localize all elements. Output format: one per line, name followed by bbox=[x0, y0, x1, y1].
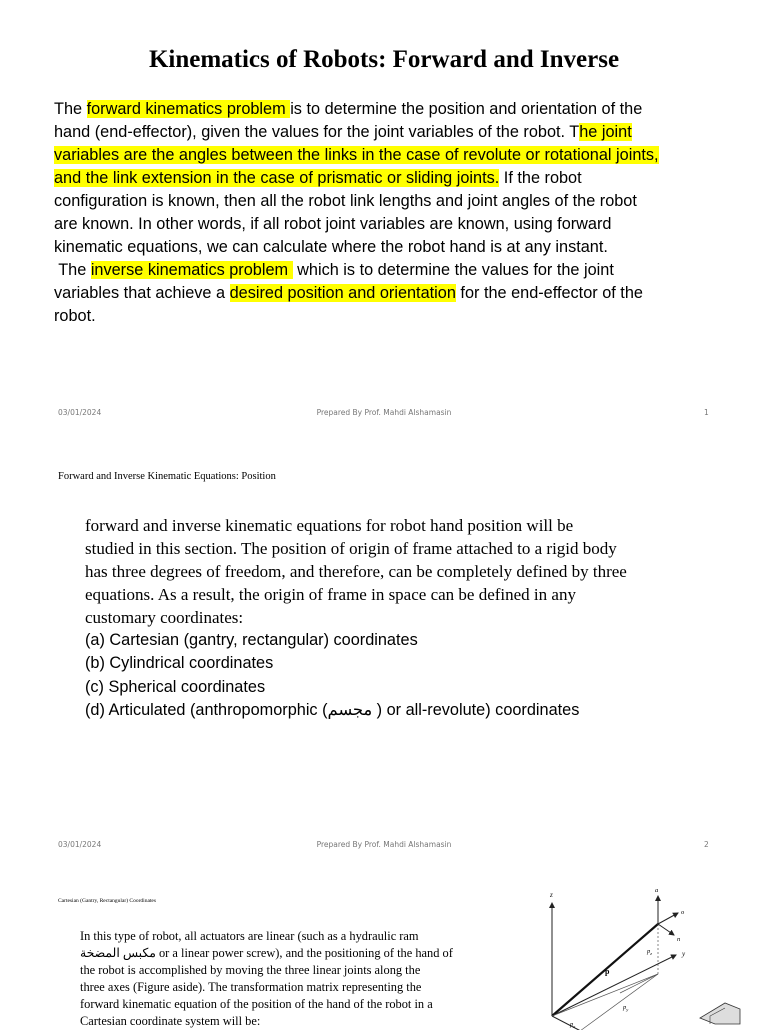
vector-p-label: p bbox=[605, 967, 610, 976]
footer-author: Prepared By Prof. Mahdi Alshamasin bbox=[316, 408, 452, 417]
text-line: Cartesian coordinate system will be: bbox=[80, 1014, 261, 1028]
slide-paragraph bbox=[54, 98, 714, 328]
text-line: has three degrees of freedom, and therefore, can be completely defined by three bbox=[85, 562, 627, 581]
text-line: customary coordinates: bbox=[85, 608, 244, 627]
text-line: configuration is known, then all the robot link lengths and joint angles of the robot bbox=[54, 192, 637, 210]
text-line: The inverse kinematics problem which is to determine the values for the joint bbox=[54, 261, 614, 279]
text-line: kinematic equations, we can calculate where the robot hand is at any instant. bbox=[54, 238, 608, 256]
highlighted-text: variables are the angles between the links in the case of revolute or rotational joints, bbox=[54, 146, 659, 164]
text-line: hand (end-effector), given the values for the joint variables of the robot. The joint bbox=[54, 123, 632, 141]
slide-title: Cartesian (Gantry, Rectangular) Coordinates bbox=[58, 898, 156, 904]
z-axis-label: z bbox=[550, 891, 553, 899]
footer-date: 03/01/2024 bbox=[58, 408, 102, 417]
slide-title: Kinematics of Robots: Forward and Inverse bbox=[148, 46, 620, 73]
slide-paragraph bbox=[80, 928, 520, 1030]
list-item: (c) Spherical coordinates bbox=[85, 677, 266, 696]
text-line: forward and inverse kinematic equations for robot hand position will be bbox=[85, 516, 574, 535]
text-line: In this type of robot, all actuators are linear (such as a hydraulic ram bbox=[80, 929, 419, 943]
pz-label: $p_z$ bbox=[647, 948, 653, 956]
text-line: robot. bbox=[54, 307, 96, 325]
text-line: مكبس المضخة or a linear power screw), and the positioning of the hand of bbox=[80, 946, 453, 960]
list-item: (b) Cylindrical coordinates bbox=[85, 654, 274, 673]
highlighted-text: inverse kinematics problem bbox=[90, 261, 293, 279]
text-line: variables that achieve a desired position and orientation for the end-effector of the bbox=[54, 284, 643, 302]
highlighted-text: he joint bbox=[579, 123, 632, 141]
o-vector bbox=[658, 913, 678, 924]
n-vector bbox=[658, 924, 674, 935]
text-line: The forward kinematics problem is to determine the position and orientation of the bbox=[54, 100, 643, 118]
highlighted-text: desired position and orientation bbox=[229, 284, 456, 302]
base-projection-1 bbox=[552, 974, 658, 1016]
py-label: $p_y$ bbox=[623, 1004, 629, 1012]
px-label: $p_x$ bbox=[570, 1021, 576, 1029]
coordinate-list bbox=[85, 629, 715, 722]
slide-1 bbox=[0, 0, 768, 430]
a-vector-label: a bbox=[655, 887, 659, 894]
list-item: (a) Cartesian (gantry, rectangular) coordinates bbox=[85, 631, 418, 649]
text-line: studied in this section. The position of origin of frame attached to a rigid body bbox=[85, 539, 617, 558]
x-axis bbox=[552, 1016, 600, 1030]
footer-author: Prepared By Prof. Mahdi Alshamasin bbox=[316, 840, 452, 849]
y-axis bbox=[552, 955, 676, 1016]
n-vector-label: n bbox=[677, 936, 681, 943]
highlighted-text: forward kinematics problem bbox=[86, 100, 291, 118]
y-axis-label: y bbox=[682, 950, 686, 958]
cartesian-robot-figure bbox=[540, 883, 740, 1029]
text-line bbox=[54, 144, 714, 167]
text-line: equations. As a result, the origin of frame in space can be defined in any bbox=[85, 585, 576, 604]
slide-2 bbox=[0, 430, 768, 858]
highlighted-text: and the link extension in the case of prismatic or sliding joints. bbox=[54, 169, 500, 187]
footer-page-number: 2 bbox=[704, 840, 709, 849]
o-vector-label: o bbox=[681, 909, 685, 916]
slide-footer bbox=[0, 408, 768, 420]
text-line: and the link extension in the case of prismatic or sliding joints. If the robot bbox=[54, 169, 582, 187]
list-item: (d) Articulated (anthropomorphic (مجسم ) or all-revolute) coordinates bbox=[85, 700, 580, 719]
text-line: three axes (Figure aside). The transformation matrix representing the bbox=[80, 980, 422, 994]
footer-page-number: 1 bbox=[704, 408, 709, 417]
slide-3 bbox=[0, 858, 768, 1029]
slide-footer bbox=[0, 840, 768, 852]
text-line: are known. In other words, if all robot joint variables are known, using forward bbox=[54, 215, 612, 233]
slide-paragraph bbox=[85, 514, 715, 629]
slide-title: Forward and Inverse Kinematic Equations: Position bbox=[58, 471, 276, 482]
robot-base-block bbox=[700, 1003, 740, 1024]
text-line: forward kinematic equation of the position of the hand of the robot in a bbox=[80, 997, 433, 1011]
base-projection-2 bbox=[620, 974, 658, 993]
text-line: the robot is accomplished by moving the three linear joints along the bbox=[80, 963, 421, 977]
footer-date: 03/01/2024 bbox=[58, 840, 102, 849]
